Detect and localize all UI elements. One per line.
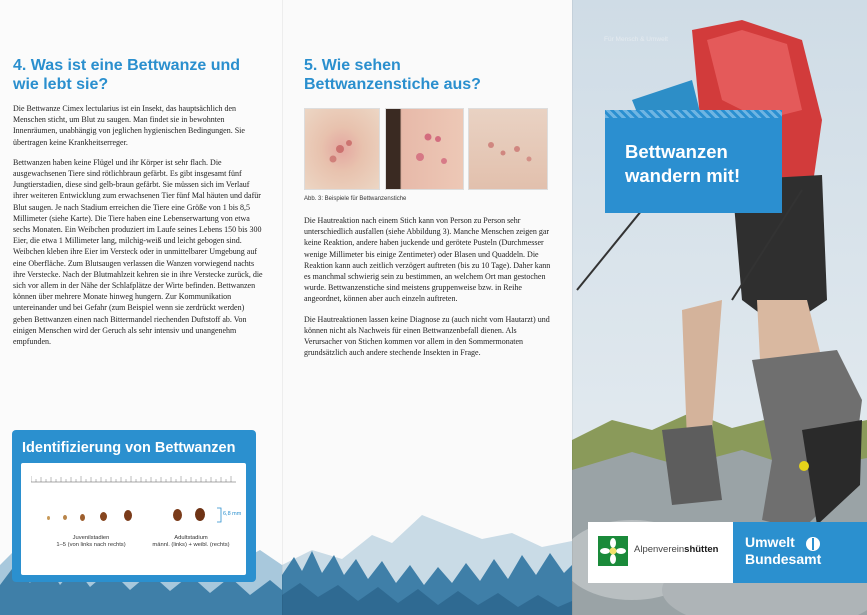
paragraph: Die Hautreaktion nach einem Stich kann von Person zu Person sehr unterschiedlich ausfallen (siehe Abbildung 3). Manche Menschen zeigen gar keine Reaktion, andere haben juckende und gerötete Pusteln (Durchmesser wenige Millimeter bis einige Zentimeter) oder Blasen und Quaddeln. Die Reaktion kann auch zeitlich verzögert auftreten (bis zu 10 Tage). Daher kann es manchmal schwierig sein zu bestimmen, an welchem Ort man gestochen wurde. Bettwanzenstiche sind meistens gruppenweise bzw. in Reihe angeordnet, können aber auch einzeln auftreten.: [304, 216, 551, 304]
ruler: [31, 473, 236, 483]
juvenile-stage-2: [63, 515, 67, 520]
juvenile-stage-1: [47, 516, 50, 520]
panel-bedbug-biology: [0, 0, 282, 615]
tagline: Für Mensch & Umwelt: [604, 36, 668, 43]
title-box: [605, 110, 782, 213]
alpenverein-logo-text: Alpenvereinshütten: [634, 544, 719, 555]
juvenile-stage-4: [100, 512, 107, 521]
bite-marks: [469, 109, 547, 189]
paragraph: Bettwanzen haben keine Flügel und ihr Körper ist sehr flach. Die ausgewachsenen Tiere sind rötlichbraun gefärbt. Es gibt insgesamt fünf Jungtierstadien, diese sind gelb-braun gefärbt. Sie müssen sich im Verlauf ihrer weiteren Entwicklung zum erwachsenen Tier fünf Mal häuten und dafür Blut saugen. Je nach Stadium erreichen die Tiere eine Größe von 1 bis 8,5 Millimeter (siehe Karte). Die Tiere haben eine Lebenserwartung von etwa sechs Monaten. Ein Weibchen produziert im Laufe seines Lebens 150 bis 300 Eier, die etwa 1 Millimeter lang, milchig-weiß und leicht gebogen sind. Weibchen kleben ihre Eier im Versteck oder in unmittelbarer Umgebung auf eine Oberfläche. Zum Blutsaugen verlassen die Wanzen vorwiegend nachts ihre Verstecke. Nach der Blutmahlzeit kehren sie in ihre Verstecke zurück, die sich vor allem in der Nähe der Schlafplätze der Wirte befinden. Bettwanzen können über mehrere Monate hinweg hungern. Zur Kommunikation untereinander und bei Gefahr (zum Beispiel wenn sie zerdrückt werden) geben Bettwanzen einen nach Bittermandel riechenden Duftstoff ab. Von einigen Menschen wird der Geruch als sehr intensiv und unangenehm empfunden.: [13, 157, 263, 347]
juvenile-stage-3: [80, 514, 85, 521]
photo-caption: Abb. 3: Beispiele für Bettwanzenstiche: [304, 196, 407, 202]
juvenile-stage-5: [124, 510, 132, 521]
uba-emblem-icon: [805, 536, 821, 552]
fold-line: [572, 0, 573, 615]
title-stripe: [605, 110, 782, 118]
symptoms-text: [304, 215, 552, 367]
forest-landscape: [282, 455, 572, 615]
panel-bite-symptoms: [282, 0, 572, 615]
identification-chart: [21, 463, 246, 575]
bite-photo-2: [385, 108, 464, 190]
alpenverein-logo: [588, 522, 733, 583]
uba-logo-text: Umwelt Bundesamt: [745, 534, 822, 567]
panel-cover: [572, 0, 867, 615]
identification-box: [12, 430, 256, 582]
bite-photo-1: [304, 108, 380, 190]
bite-photo-3: [468, 108, 548, 190]
bite-marks: [305, 109, 379, 189]
adult-male: [173, 509, 182, 521]
bite-marks: [386, 109, 463, 189]
biology-text: [13, 103, 263, 356]
cover-title: Bettwanzen wandern mit!: [625, 141, 741, 186]
identification-title: Identifizierung von Bettwanzen: [22, 440, 236, 456]
edelweiss-icon: [598, 536, 628, 566]
fold-line: [282, 0, 283, 615]
adult-female: [195, 508, 205, 521]
adult-label: Adultstadium männl. (links) + weibl. (rechts): [152, 535, 230, 548]
section-heading-4: 4. Was ist eine Bettwanze und wie lebt sie?: [13, 57, 241, 93]
juvenile-label: Juvenilstadien 1–5 (von links nach rechts): [56, 535, 126, 548]
size-label: 6,8 mm: [223, 511, 242, 517]
uba-logo: [733, 522, 867, 583]
paragraph: Die Bettwanze Cimex lectularius ist ein Insekt, das hauptsächlich den Menschen sticht, um Blut zu saugen. Man findet sie in bewohnten Innenräumen, unabhängig von jeglichen hygienischen Bedingungen. Sie übertragen keine Krankheitserreger.: [13, 104, 245, 147]
paragraph: Die Hautreaktionen lassen keine Diagnose zu (auch nicht vom Hautarzt) und können nicht als Nachweis für einen Bettwanzenbefall dienen. Als Verursacher von Stichen kommen vor allem in den Sommermonaten grundsätzlich auch andere stechende Insekten in Frage.: [304, 314, 550, 358]
section-heading-5: 5. Wie sehen Bettwanzenstiche aus?: [304, 57, 481, 93]
size-bracket: [216, 507, 222, 523]
logo-bar: [588, 522, 850, 583]
